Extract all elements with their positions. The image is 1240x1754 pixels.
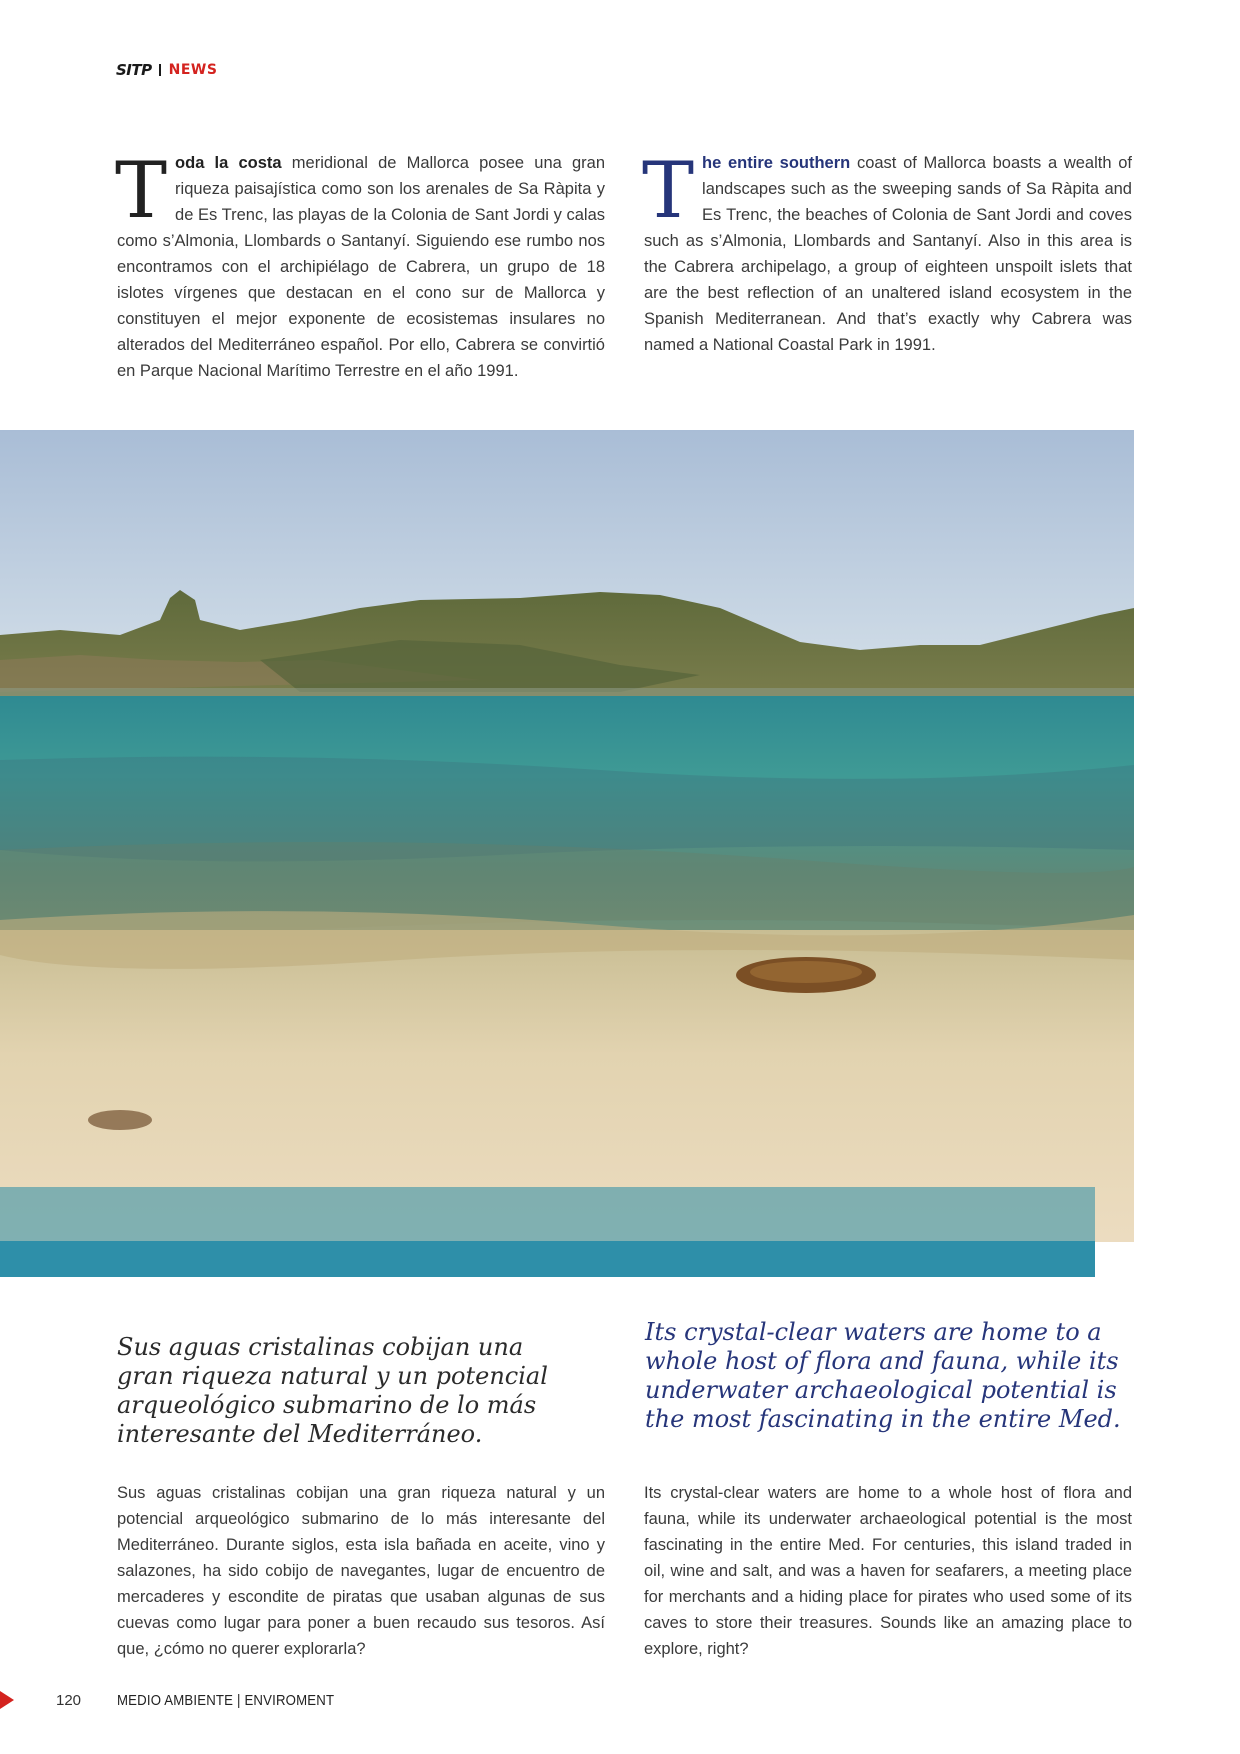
cabrera-beach-photo	[0, 430, 1134, 1242]
magazine-logo: SITP	[116, 61, 152, 79]
footer-section-label: MEDIO AMBIENTE | ENVIROMENT	[117, 1692, 335, 1709]
dropcap-spanish: T	[115, 146, 168, 236]
photo-overlay-band	[0, 1187, 1095, 1241]
intro-column-spanish	[115, 146, 605, 384]
page-header	[116, 62, 217, 78]
section-label: NEWS	[168, 62, 218, 78]
body-text-english: Its crystal-clear waters are home to a whole host of flora and fauna, while its underwater archaeological potential is the most fascinating in the entire Med. For centuries, this island traded in oil, wine and salt, and was a haven for seafarers, a meeting place for merchants and a hiding place for pirates who used some of its caves to store their treasures. Sounds like an amazing place to explore, right?	[644, 1484, 1132, 1658]
lead-in-english: he entire southern	[702, 154, 851, 172]
header-divider	[159, 64, 161, 76]
lead-in-spanish: oda la costa	[175, 154, 282, 172]
teal-accent-band	[0, 1241, 1095, 1277]
body-text-spanish: Sus aguas cristalinas cobijan una gran riqueza natural y un potencial arqueológico submarino de lo más interesante del Mediterráneo. Durante siglos, esta isla bañada en aceite, vino y salazones, ha sido cobijo de navegantes, lugar de encuentro de mercaderes y escondite de piratas que usaban algunas de sus cuevas como lugar para poner a buen recaudo sus tesoros. Así que, ¿cómo no querer explorarla?	[117, 1484, 605, 1658]
page-number: 120	[56, 1692, 82, 1709]
pullquote-spanish: Sus aguas cristalinas cobijan una gran riqueza natural y un potencial arqueológico submarino de lo más interesante del Mediterráneo.	[117, 1333, 548, 1448]
pullquote-english: Its crystal-clear waters are home to a whole host of flora and fauna, while its underwater archaeological potential is the most fascinating in the entire Med.	[645, 1318, 1121, 1433]
intro-text-spanish: meridional de Mallorca posee una gran riqueza paisajística como son los arenales de Sa Ràpita y de Es Trenc, las playas de la Colonia de Sant Jordi y calas como s’Almonia, Llombards o Santanyí. Siguiendo ese rumbo nos encontramos con el archipiélago de Cabrera, un grupo de 18 islotes vírgenes que destacan en el cono sur de Mallorca y constituyen el mejor exponente de ecosistemas insulares no alterados del Mediterráneo español. Por ello, Cabrera se convirtió en Parque Nacional Marítimo Terrestre en el año 1991.	[117, 154, 605, 380]
intro-text-english: coast of Mallorca boasts a wealth of landscapes such as the sweeping sands of Sa Ràpita and Es Trenc, the beaches of Colonia de Sant Jordi and coves such as s’Almonia, Llombards and Santanyí. Also in this area is the Cabrera archipelago, a group of eighteen unspoilt islets that are the best reflection of an unaltered island ecosystem in the Spanish Mediterranean. And that’s exactly why Cabrera was named a National Coastal Park in 1991.	[644, 154, 1132, 354]
intro-column-english	[642, 146, 1132, 358]
page-marker-arrow	[0, 1691, 14, 1709]
dropcap-english: T	[642, 146, 695, 236]
